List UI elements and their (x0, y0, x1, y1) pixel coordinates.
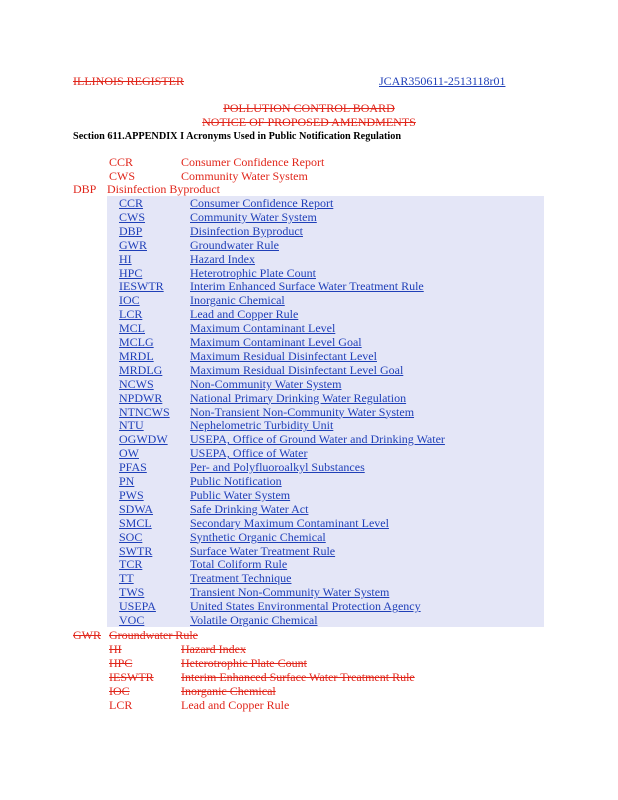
acronym: DBP (73, 182, 97, 196)
acronym-row (0, 349, 618, 363)
acronym: NTNCWS (119, 404, 170, 419)
definition: Maximum Contaminant Level Goal (190, 335, 362, 349)
acronym: USEPA (119, 599, 156, 614)
acronym: LCR (109, 698, 133, 712)
acronym: IOC (119, 293, 140, 308)
board-title: POLLUTION CONTROL BOARD (223, 101, 395, 115)
acronym-row (0, 502, 618, 516)
section-title: Section 611.APPENDIX I Acronyms Used in Public Notification Regulation (73, 130, 402, 142)
acronym: PN (119, 474, 135, 488)
acronym: NTU (119, 418, 144, 433)
acronym: IESWTR (109, 670, 154, 684)
acronym-row (0, 432, 618, 446)
definition: Consumer Confidence Report (181, 155, 325, 169)
acronym: VOC (119, 613, 145, 627)
acronym: HPC (109, 656, 133, 670)
acronym-row (0, 321, 618, 335)
acronym: CCR (109, 155, 134, 169)
acronym: TCR (119, 557, 143, 572)
acronym: GWR (73, 628, 101, 642)
definition: Community Water System (181, 169, 308, 183)
acronym-row (0, 405, 618, 419)
acronym: SMCL (119, 515, 152, 530)
definition: Treatment Technique (190, 571, 292, 586)
definition: National Primary Drinking Water Regulation (190, 390, 407, 405)
definition: Public Notification (190, 474, 282, 488)
definition: Maximum Residual Disinfectant Level (190, 348, 377, 363)
definition: Inorganic Chemical (181, 684, 276, 698)
definition: United States Environmental Protection Agency (190, 599, 421, 614)
acronym: CCR (119, 196, 144, 210)
acronym: PWS (119, 487, 144, 502)
definition: Maximum Residual Disinfectant Level Goal (190, 362, 404, 377)
acronym-row (0, 488, 618, 502)
acronym: PFAS (119, 460, 147, 475)
definition: Nephelometric Turbidity Unit (190, 418, 334, 433)
acronym-row (0, 169, 618, 183)
definition: Heterotrophic Plate Count (190, 265, 316, 280)
acronym: MCLG (119, 335, 154, 349)
definition: Consumer Confidence Report (190, 196, 334, 210)
acronym-row (0, 196, 618, 210)
acronym: MCL (119, 321, 146, 336)
definition: Community Water System (190, 209, 317, 224)
acronym: OGWDW (119, 432, 168, 447)
acronym: TT (119, 571, 134, 586)
acronym-row (0, 307, 618, 321)
definition: USEPA, Office of Water (190, 446, 308, 461)
acronym-row (0, 684, 618, 698)
acronym: OW (119, 446, 139, 461)
definition: Transient Non-Community Water System (190, 585, 390, 600)
definition: Total Coliform Rule (190, 557, 288, 572)
definition: Disinfection Byproduct (107, 182, 220, 196)
definition: Groundwater Rule (190, 237, 279, 252)
acronym-row (0, 391, 618, 405)
acronym-row (0, 474, 618, 488)
acronym-row (0, 155, 618, 169)
notice-title: NOTICE OF PROPOSED AMENDMENTS (202, 115, 416, 129)
acronym-row (0, 377, 618, 391)
definition: Public Water System (190, 487, 291, 502)
acronym-row (0, 293, 618, 307)
acronym-row (0, 335, 618, 349)
definition: USEPA, Office of Ground Water and Drinking Water (190, 432, 445, 447)
acronym: NPDWR (119, 390, 163, 405)
definition: Hazard Index (181, 642, 246, 656)
definition: Surface Water Treatment Rule (190, 543, 336, 558)
acronym-row (0, 585, 618, 599)
jcar-code: JCAR350611-2513118r01 (379, 74, 506, 88)
acronym: LCR (119, 307, 143, 322)
acronym-row (0, 613, 618, 627)
definition: Safe Drinking Water Act (190, 501, 309, 516)
definition: Maximum Contaminant Level (190, 321, 336, 336)
gwr-row (0, 628, 618, 642)
acronym-row (0, 238, 618, 252)
acronym-row (0, 557, 618, 571)
acronym-row (0, 363, 618, 377)
definition: Hazard Index (190, 251, 255, 266)
acronym: SWTR (119, 543, 153, 558)
definition: Interim Enhanced Surface Water Treatment Rule (190, 279, 424, 294)
definition: Non-Transient Non-Community Water System (190, 404, 415, 419)
definition: Groundwater Rule (109, 628, 198, 642)
acronym-row (0, 279, 618, 293)
definition: Interim Enhanced Surface Water Treatment Rule (181, 670, 415, 684)
definition: Inorganic Chemical (190, 293, 285, 308)
dbp-row (0, 182, 618, 196)
lcr-row (0, 698, 618, 712)
acronym-row (0, 210, 618, 224)
acronym: HI (109, 642, 122, 656)
definition: Disinfection Byproduct (190, 223, 303, 238)
acronym-row (0, 418, 618, 432)
acronym: HI (119, 251, 132, 266)
acronym-row (0, 599, 618, 613)
definition: Heterotrophic Plate Count (181, 656, 307, 670)
acronym-row (0, 642, 618, 656)
acronym: SOC (119, 529, 143, 544)
acronym-row (0, 544, 618, 558)
definition: Lead and Copper Rule (181, 698, 290, 712)
acronym-row (0, 252, 618, 266)
acronym-row (0, 460, 618, 474)
definition: Secondary Maximum Contaminant Level (190, 515, 389, 530)
acronym: NCWS (119, 376, 154, 391)
acronym: TWS (119, 585, 145, 600)
acronym: MRDL (119, 348, 154, 363)
register-header: ILLINOIS REGISTER (73, 74, 184, 88)
acronym: DBP (119, 223, 143, 238)
acronym: CWS (109, 169, 136, 183)
acronym: MRDLG (119, 362, 163, 377)
acronym-row (0, 656, 618, 670)
definition: Non-Community Water System (190, 376, 342, 391)
definition: Lead and Copper Rule (190, 307, 299, 322)
acronym-row (0, 571, 618, 585)
acronym-row (0, 516, 618, 530)
acronym: CWS (119, 209, 146, 224)
acronym: IOC (109, 684, 130, 698)
definition: Synthetic Organic Chemical (190, 529, 326, 544)
acronym-row (0, 530, 618, 544)
acronym-row (0, 224, 618, 238)
acronym-row (0, 266, 618, 280)
definition: Per- and Polyfluoroalkyl Substances (190, 460, 365, 475)
acronym: HPC (119, 265, 143, 280)
definition: Volatile Organic Chemical (190, 613, 318, 627)
acronym: GWR (119, 237, 147, 252)
acronym: IESWTR (119, 279, 164, 294)
acronym: SDWA (119, 501, 154, 516)
acronym-row (0, 670, 618, 684)
acronym-row (0, 446, 618, 460)
